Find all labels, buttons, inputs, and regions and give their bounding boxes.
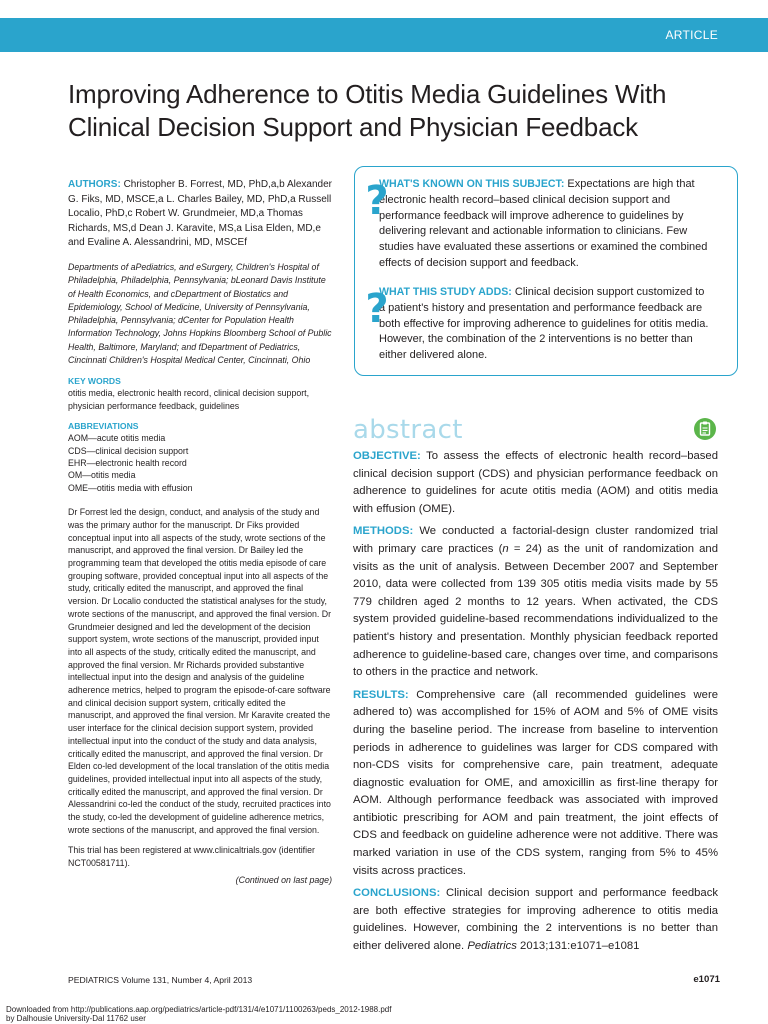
abbreviation-item: OM—otitis media xyxy=(68,470,136,481)
abbreviations-list xyxy=(68,432,332,494)
abstract-body xyxy=(353,448,718,961)
results-text: Comprehensive care (all recommended guidelines were adhered to) was accomplished for 15% of AOM and 5% of OME visits during the baseline period. The increase from baseline to intervention periods in adherence to guidelines was larger for CDS compared with non-CDS visits for comprehensive care, pain treatment, adequate diagnostic evaluation for OME, and amoxicillin as first-line therapy for AOM. Although performance feedback was associated with improved antibiotic prescribing for AOM and pain treatment, the joint effects of CDS and feedback on guideline adherence were not additive. There was marked variation in use of the CDS system, ranging from 5% to 45% visits across practices. xyxy=(353,688,719,877)
page-number: e1071 xyxy=(693,974,720,985)
whats-known-label: WHAT'S KNOWN ON THIS SUBJECT: xyxy=(379,178,565,190)
abstract-results xyxy=(353,687,718,881)
citation-details: 2013;131:e1071–e1081 xyxy=(516,940,640,953)
abbreviation-item: EHR—electronic health record xyxy=(68,457,187,468)
abbreviation-item: AOM—acute otitis media xyxy=(68,433,166,444)
methods-label: METHODS: xyxy=(353,525,414,538)
abbreviation-item: CDS—clinical decision support xyxy=(68,445,189,456)
keywords-text: otitis media, electronic health record, clinical decision support, physician performance feedback, guidelines xyxy=(68,388,310,411)
conclusions-label: CONCLUSIONS: xyxy=(353,887,441,900)
article-title: Improving Adherence to Otitis Media Guidelines With Clinical Decision Support and Physician Feedback xyxy=(68,79,667,142)
objective-label: OBJECTIVE: xyxy=(353,450,421,462)
download-note xyxy=(6,1005,391,1023)
methods-text-end: = 24) as the unit of randomization and visits as the unit of analysis. Between December 2007 and September 2010, data were collected from 139 305 otitis media visits made by 55 779 children aged 2 months to 12 years. When activated, the CDS system provided guideline-based recommendations individualized to the patient's history and presentation. Monthly physician feedback reported adherence to guideline-based care, changes over time, and comparisons to others in the practice and network. xyxy=(353,542,718,679)
download-user-line: by Dalhousie University-Dal 11762 user xyxy=(6,1014,146,1023)
author-contributions: Dr Forrest led the design, conduct, and analysis of the study and was the primary author for the manuscript. Dr Fiks provided conceptual input into all aspects of the study, wrote sections of the manuscript, and approved the final version. Dr Bailey led the programming team that developed the otitis media episode of care grouping software, provided conceptual input into all aspects of the study, critically edited the manuscript, and approved the final version. Dr Localio conducted the statistical analyses for the study, wrote sections of the manuscript, and approved the final version. Dr Grundmeier designed and led the development of the decision support system, wrote sections of the manuscript, provided input into all aspects of the study, critically edited the manuscript, and approved the final version. Mr Richards provided substantive intellectual input into the design and analysis of the guideline adherence metrics, helped to program the episode-of-care software and clinical decision support system, critically edited the manuscript, and approved the final version. Mr Karavite created the user interface for the clinical decision support system, provided intellectual input into the conduct of the study and data analysis, critically edited the manuscript, and approved the final version. Dr Elden co-led development of the local translation of the otitis media guidelines, provided intellectual input into all aspects of the study, critically edited the manuscript, and approved the final version. Dr Alessandrini co-led the conduct of the study, recruited practices into the study, co-led the development of guideline adherence metrics, wrote sections of the manuscript, and approved the final version. xyxy=(68,507,332,835)
study-adds-label: WHAT THIS STUDY ADDS: xyxy=(379,286,512,298)
abstract-conclusions xyxy=(353,885,718,955)
study-adds-text: Clinical decision support customized to a patient's history and presentation and performance feedback are both effective for improving adherence to guidelines for otitis media. However, the combination of the 2 interventions is no better than either delivered alone. xyxy=(379,286,709,362)
continued-note: (Continued on last page) xyxy=(235,874,332,885)
keywords-heading: KEY WORDS xyxy=(68,376,121,387)
question-mark-icon: ? xyxy=(365,178,389,224)
summary-box xyxy=(354,166,738,376)
abstract-objective xyxy=(353,448,718,518)
methods-n-symbol: n xyxy=(502,542,509,555)
whats-known-entry xyxy=(365,177,713,272)
abstract-methods xyxy=(353,523,718,681)
authors-text: Christopher B. Forrest, MD, PhD,a,b Alexander G. Fiks, MD, MSCE,a L. Charles Bailey, MD, PhD,a Russell Localio, PhD,c Robert W. Grundmeier, MD,a Thomas Richards, MS,d Dean J. Karavite, MS,a Lisa Elden, MD,e and Evaline A. Alessandrini, MD, MSCEf xyxy=(68,179,332,249)
affiliations: Departments of aPediatrics, and eSurgery, Children's Hospital of Philadelphia, Philadelphia, Pennsylvania; bLeonard Davis Institute of Health Economics, and cDepartment of Biostatics and Epidemiology, School of Medicine, University of Pennsylvania, Philadelphia, Pennsylvania; dCenter for Population Health Information Technology, Johns Hopkins Bloomberg School of Public Health, Baltimore, Maryland; and fDepartment of Pediatrics, Cincinnati Children's Hospital Medical Center, Cincinnati, Ohio xyxy=(68,261,332,366)
study-adds-entry xyxy=(365,285,713,364)
results-label: RESULTS: xyxy=(353,688,409,701)
journal-footer: PEDIATRICS Volume 131, Number 4, April 2013 xyxy=(68,975,253,985)
trial-registration: This trial has been registered at www.clinicaltrials.gov (identifier NCT00581711). xyxy=(68,845,315,869)
conclusions-text: Clinical decision support and performance feedback are both effective strategies for improving adherence to otitis media guidelines. However, combining the 2 interventions is no better than either delivered alone. xyxy=(353,887,718,953)
article-type-bar xyxy=(0,18,768,52)
objective-text: To assess the effects of electronic health record–based clinical decision support (CDS) and physician performance feedback on adherence to guidelines for acute otitis media (AOM) and otitis media with effusion (OME). xyxy=(353,450,718,515)
left-column xyxy=(68,178,332,887)
abbreviation-item: OME—otitis media with effusion xyxy=(68,482,193,493)
methods-text-start: We conducted a factorial-design cluster randomized trial with primary care practices ( xyxy=(353,525,718,555)
abbreviations-heading: ABBREVIATIONS xyxy=(68,421,139,432)
authors xyxy=(68,178,332,251)
whats-known-text: Expectations are high that electronic health record–based clinical decision support and performance feedback will improve adherence to guidelines by delivering relevant and actionable information to clinicians. Few studies have evaluated these assertions or examined the combined effects of decision support and feedback. xyxy=(379,178,708,269)
clipboard-icon xyxy=(694,418,716,440)
abstract-heading: abstract xyxy=(353,415,463,445)
question-mark-icon: ? xyxy=(365,286,389,332)
article-type-label: ARTICLE xyxy=(665,28,718,42)
authors-label: AUTHORS: xyxy=(68,179,121,190)
download-url-line: Downloaded from http://publications.aap.org/pediatrics/article-pdf/131/4/e1071/1100263/peds_2012-1988.pdf xyxy=(6,1005,392,1014)
citation-journal: Pediatrics xyxy=(467,940,517,953)
